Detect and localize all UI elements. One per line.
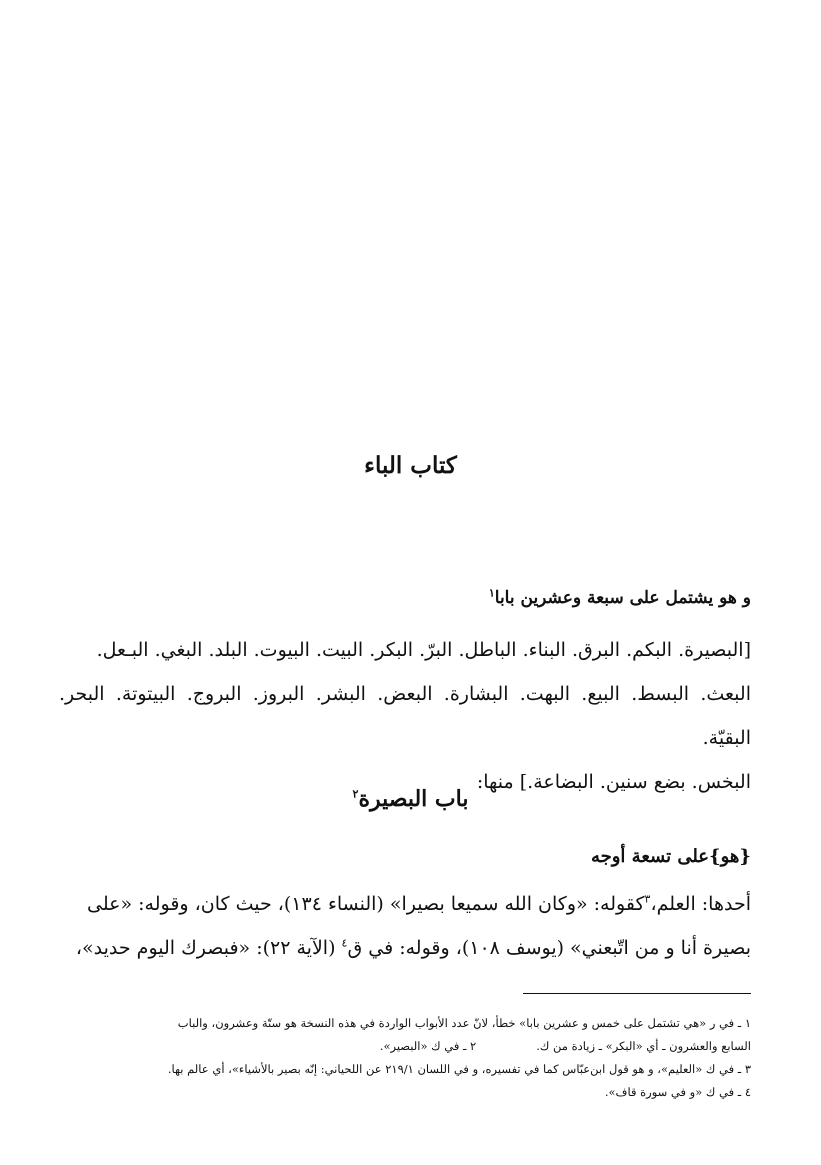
chapter-list-line: [البصيرة. البكم. البرق. البناء. الباطل. البرّ. البكر. البيت. البيوت. البلد. البغي. البـعل. [96,639,751,661]
body-line-1-end: كقوله: «وكان الله سميعا بصيرا» (النساء ١٣٤)، حيث كان، وقوله: «على [87,893,645,915]
intro-line [61,588,751,608]
footnote-1-cont: السابع والعشرون ـ أي «البكر» ـ زيادة من ك. [536,1039,751,1053]
book-title: كتاب الباء [364,452,457,479]
footnote-1-line-2 [59,1035,751,1058]
footnote-4: ٤ ـ في ك «و في سورة قاف». [604,1085,751,1099]
body-line [59,882,751,926]
footnote-divider [523,993,751,994]
section-subhead: {هو}على تسعة أوجه [590,846,751,867]
section-title-text: باب البصيرة [358,786,469,812]
body-line-2-end: (الآية ٢٢): «فبصرك اليوم حديد»، [75,937,342,959]
body-line-2-start: بصيرة أنا و من اتّبعني» (يوسف ١٠٨)، وقوله: في ق [347,937,751,959]
footnote-ref-2: ٢ [352,787,359,801]
body-text [59,882,751,970]
footnotes [59,1012,751,1104]
footnote-3: ٣ ـ في ك «العليم»، و هو قول ابن‌عبّاس كما في تفسيره، و في اللسان ٢١٩/١ عن اللحياني: إنّه بصير بالأشياء»، أي عالم بها. [167,1062,751,1076]
section-title [0,786,821,812]
footnote-ref-4: ٤ [341,936,348,950]
body-line [59,926,751,970]
chapter-list-line: البعث. البسط. البيع. البهت. البشارة. البعض. البشر. البروز. البروج. البيتوتة. البحر. البقيّة. [59,683,751,749]
footnote-ref-3: ٣ [644,892,651,906]
chapter-list-line: البخس. بضع سنين. البضاعة.] منها: [476,771,751,793]
intro-text: و هو يشتمل على سبعة وعشرين بابا [494,588,751,608]
chapter-list [59,628,751,804]
footnote-1-line-1: ١ ـ في ر «هي تشتمل على خمس و عشرين بابا» خطأ، لانّ عدد الأبواب الواردة في هذه النسخة هو ستّة وعشرون، والباب [177,1016,751,1030]
footnote-ref-1: ١ [488,586,495,600]
footnote-2: ٢ ـ في ك «البصير». [379,1039,477,1053]
body-line-1-start: أحدها: العلم، [650,893,751,915]
